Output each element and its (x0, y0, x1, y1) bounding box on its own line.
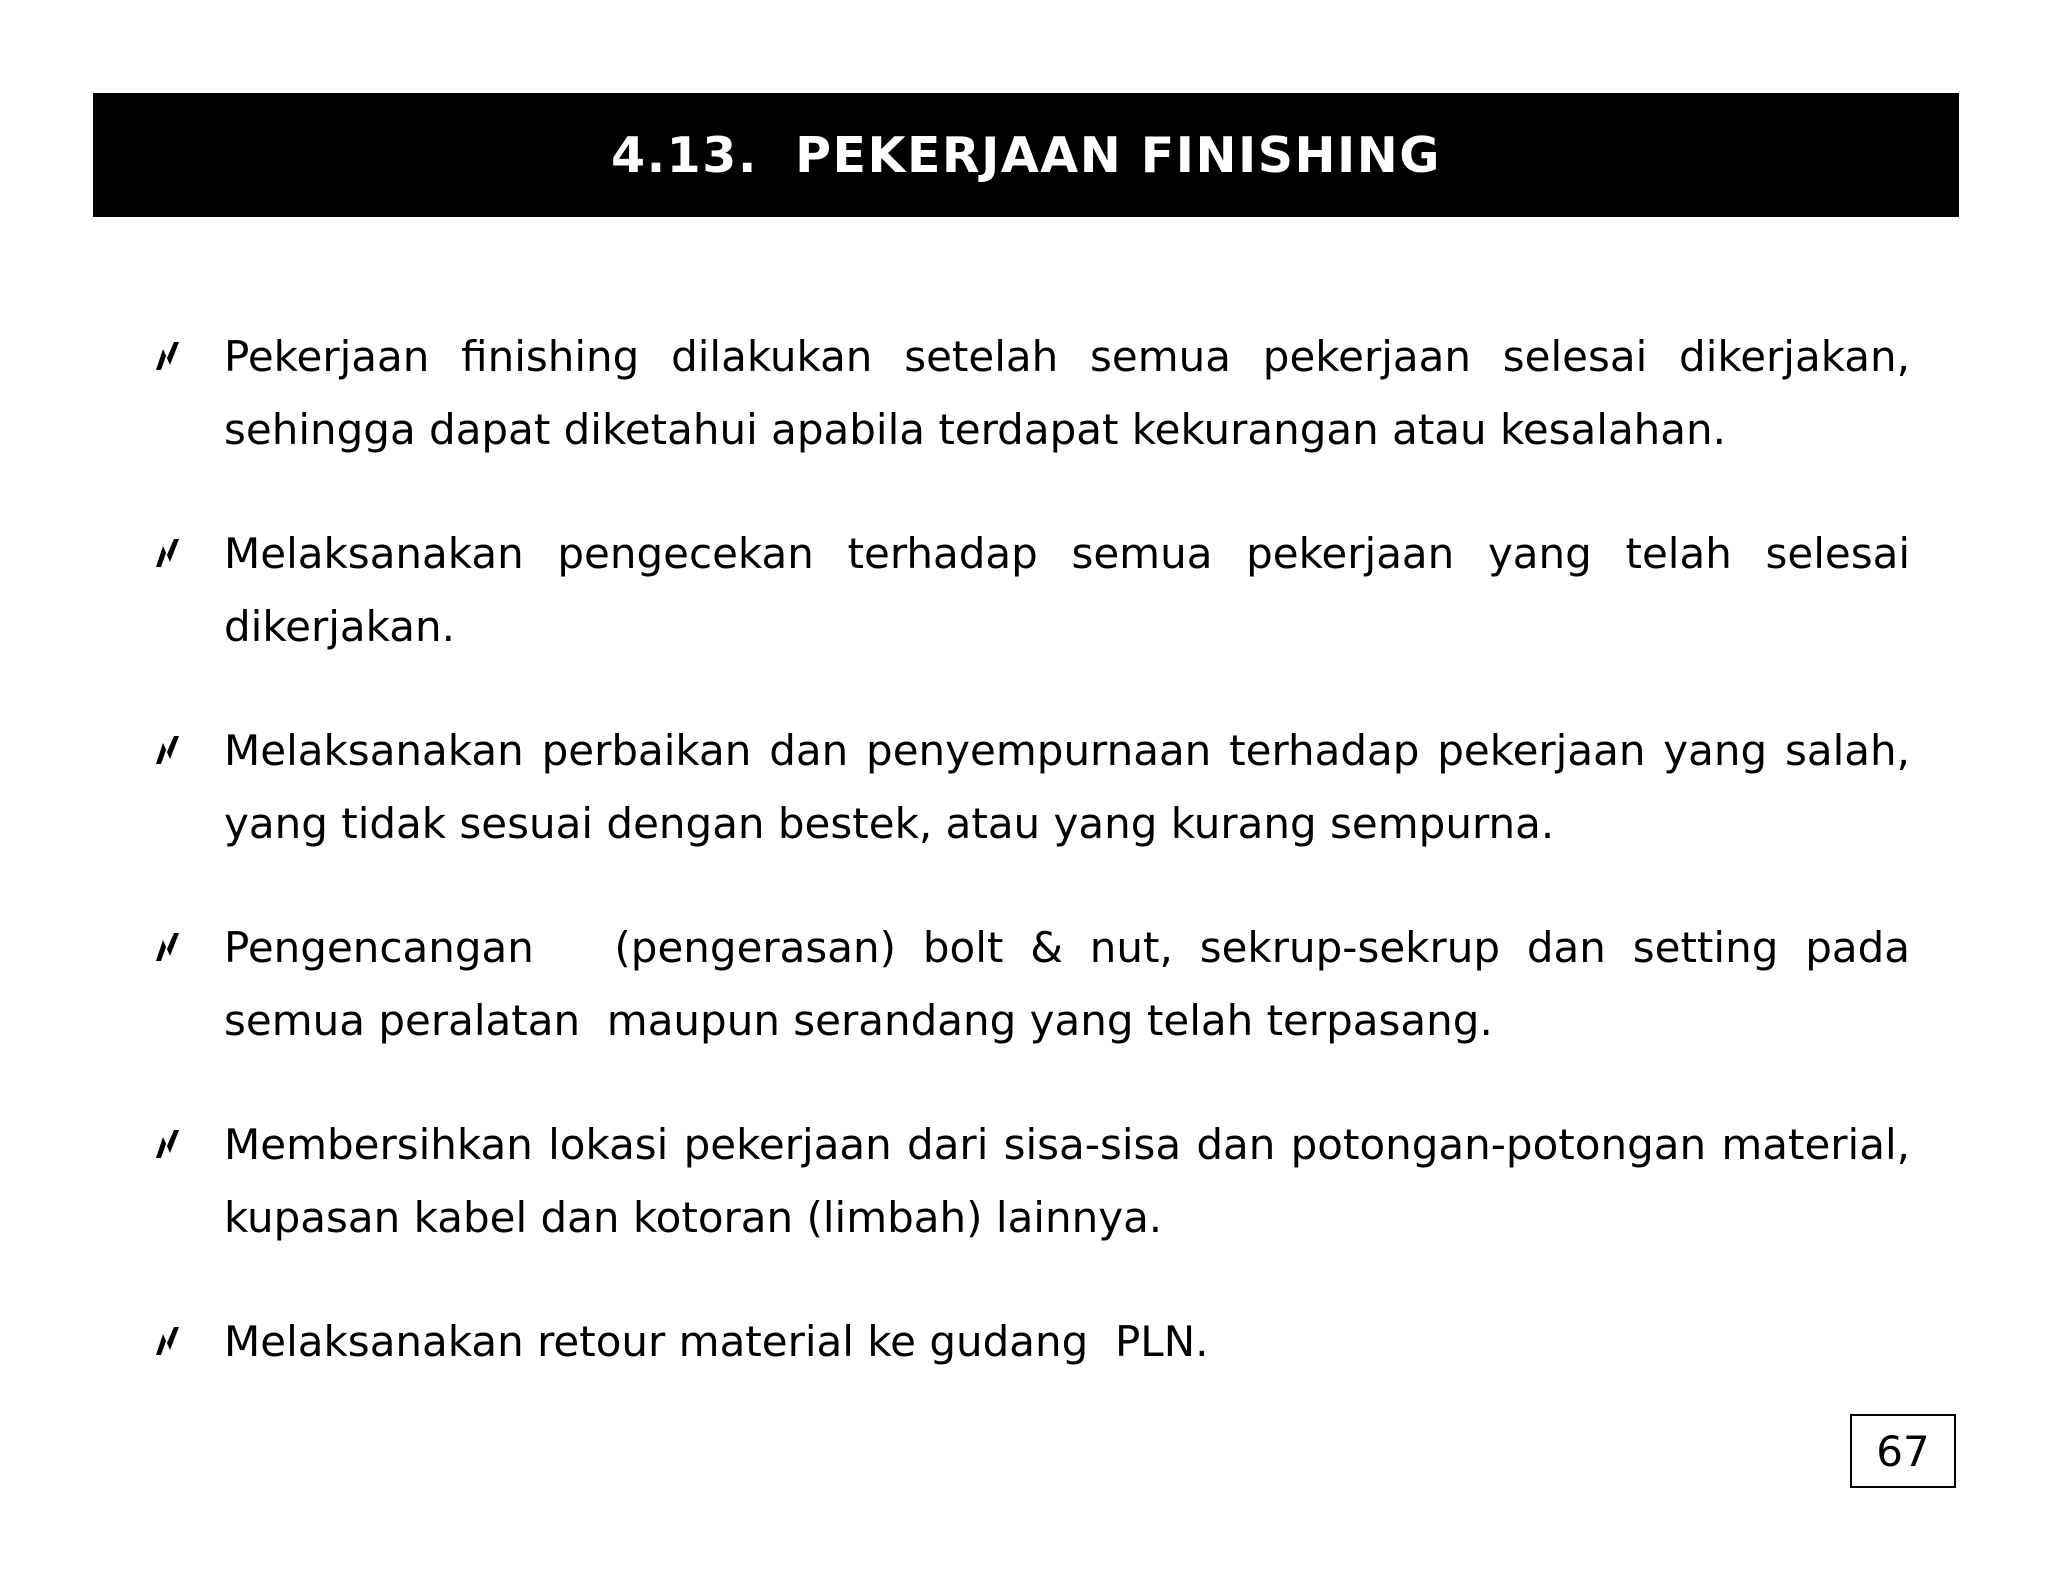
task-list (146, 320, 1924, 1429)
lightning-bolt-icon (146, 731, 186, 771)
list-item (146, 517, 1924, 663)
list-item-text: Melaksanakan retour material ke gudang PLN. (224, 1317, 1209, 1366)
list-item-text: Pekerjaan finishing dilakukan setelah semua pekerjaan selesai dikerjakan, sehingga dapat diketahui apabila terdapat kekurangan atau kesalahan. (224, 332, 1924, 454)
list-item (146, 1305, 1910, 1378)
list-item-text: Melaksanakan pengecekan terhadap semua pekerjaan yang telah selesai dikerjakan. (224, 529, 1924, 651)
list-item-text: Pengencangan (pengerasan) bolt & nut, sekrup-sekrup dan setting pada semua peralatan maupun serandang yang telah terpasang. (224, 923, 1924, 1045)
list-item (146, 911, 1924, 1057)
lightning-bolt-icon (146, 534, 186, 574)
list-item (146, 714, 1924, 860)
lightning-bolt-icon (146, 1125, 186, 1165)
section-header-bar (93, 93, 1959, 217)
list-item-text: Melaksanakan perbaikan dan penyempurnaan terhadap pekerjaan yang salah, yang tidak sesuai dengan bestek, atau yang kurang sempurna. (224, 726, 1924, 848)
list-item (146, 1108, 1924, 1254)
list-item-text: Membersihkan lokasi pekerjaan dari sisa-sisa dan potongan-potongan material, kupasan kabel dan kotoran (limbah) lainnya. (224, 1120, 1924, 1242)
lightning-bolt-icon (146, 928, 186, 968)
list-item (146, 320, 1924, 466)
page-number-box (1850, 1414, 1956, 1488)
section-title: 4.13. PEKERJAAN FINISHING (610, 126, 1442, 184)
lightning-bolt-icon (146, 337, 186, 377)
page-number: 67 (1876, 1426, 1930, 1476)
lightning-bolt-icon (146, 1322, 186, 1362)
